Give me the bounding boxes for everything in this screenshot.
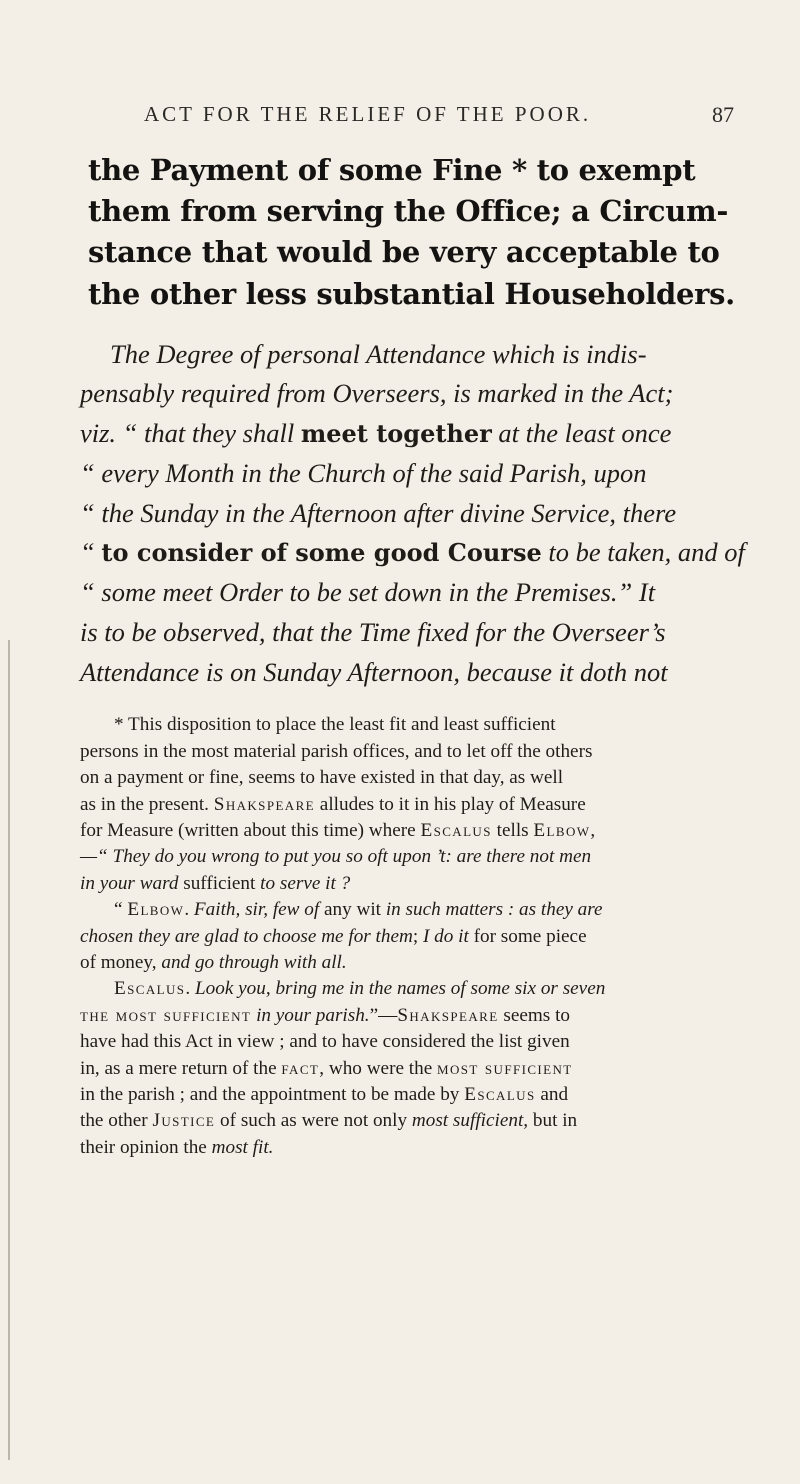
fn-name: Escalus	[464, 1083, 536, 1105]
fn-name: Escalus	[114, 978, 186, 1000]
page-number: 87	[712, 102, 734, 127]
fn-text: ;	[412, 925, 423, 947]
fn-quote: in such matters : as they are	[385, 899, 603, 921]
fn-text: of money,	[80, 951, 162, 973]
blackletter-line: stance that would be very acceptable to	[88, 235, 720, 270]
text-span: is to be observed, that the Time fixed for the Overseer’s	[80, 616, 666, 647]
fn-text: any wit	[319, 899, 386, 921]
blackletter-line: the Payment of some Fine * to exempt	[88, 153, 696, 187]
fn-text: have had this Act in view ; and to have considered the list given	[80, 1031, 570, 1053]
blackletter-paragraph	[80, 150, 752, 315]
page-edge-rule	[8, 640, 10, 1460]
fn-quote: —“ They do you wrong to put you so oft upon ’t: are there not men	[80, 846, 592, 868]
blackletter-line: them from serving the Office; a Circum-	[88, 194, 729, 229]
fn-text: , who were the	[319, 1057, 438, 1079]
fn-text: alludes to it in his play of Measure	[315, 793, 586, 815]
fn-smallcaps: most sufficient	[437, 1057, 573, 1079]
fn-text: ,	[590, 820, 596, 841]
fn-text: persons in the most material parish offices, and to let off the others	[80, 740, 593, 762]
fn-text: .	[185, 978, 195, 1000]
blackletter-phrase: to consider of some good Course	[101, 538, 542, 568]
fn-text: seems to	[498, 1004, 570, 1026]
running-head: ACT FOR THE RELIEF OF THE POOR.	[144, 102, 592, 126]
fn-text: the other	[80, 1110, 153, 1132]
fn-text: of such as were not only	[215, 1110, 412, 1132]
text-span: some meet Order to be set down in the Premises.” It	[101, 577, 656, 608]
fn-quote: most fit.	[211, 1136, 274, 1158]
blackletter-phrase: meet together	[300, 419, 492, 449]
fn-name: Escalus	[420, 820, 492, 841]
text-span: the Sunday in the Afternoon after divine Service, there	[101, 497, 677, 528]
fn-quote: most sufficient,	[411, 1110, 529, 1132]
fn-name: Elbow	[533, 820, 591, 841]
fn-text: ”—	[369, 1004, 398, 1026]
quote-mark: “	[80, 497, 95, 528]
text-span: at the least once	[491, 418, 672, 449]
fn-quote: Look you, bring me in the names of some six or seven	[194, 978, 606, 1000]
footnote	[80, 712, 752, 1161]
fn-smallcaps: fact	[281, 1057, 320, 1079]
blackletter-line: the other less substantial Householders.	[88, 276, 735, 311]
fn-quote: and go through with all.	[161, 951, 347, 973]
quote-mark: “	[80, 457, 95, 488]
quote-mark: “	[80, 537, 95, 568]
fn-quote: I do it	[423, 925, 469, 947]
fn-text: as in the present.	[80, 793, 214, 815]
fn-text: on a payment or fine, seems to have existed in that day, as well	[80, 767, 564, 789]
fn-text: “	[114, 899, 128, 921]
text-span: viz. “ that they shall	[80, 418, 301, 449]
fn-quote: in your parish.	[251, 1004, 370, 1026]
text-span: to be taken, and of	[541, 537, 745, 568]
fn-text: and	[535, 1083, 569, 1105]
fn-name: Justice	[152, 1110, 216, 1132]
fn-quote: Faith, sir, few of	[193, 899, 320, 921]
fn-text: in, as a mere return of the	[80, 1057, 282, 1079]
fn-text: tells	[491, 820, 534, 841]
page-header	[80, 102, 752, 136]
main-paragraph	[80, 335, 752, 693]
text-span: The Degree of personal Attendance which is indis-	[110, 338, 647, 369]
text-span: every Month in the Church of the said Parish, upon	[101, 457, 647, 488]
fn-text: for some piece	[468, 925, 587, 947]
fn-quote: chosen they are glad to choose me for them	[80, 925, 413, 947]
fn-text: for Measure (written about this time) where	[80, 820, 421, 841]
fn-name: Shakspeare	[213, 793, 315, 815]
fn-text: sufficient	[178, 872, 261, 894]
fn-quote: to serve it ?	[260, 872, 351, 894]
quote-mark: “	[80, 577, 95, 608]
fn-name: Elbow	[127, 899, 185, 921]
fn-text: their opinion the	[80, 1136, 212, 1158]
fn-text: * This disposition to place the least fit and least sufficient	[114, 714, 556, 736]
fn-text: but in	[528, 1110, 578, 1132]
text-span: pensably required from Overseers, is marked in the Act;	[80, 378, 674, 409]
fn-smallcaps: the most sufficient	[80, 1004, 252, 1026]
fn-text: in the parish ; and the appointment to be made by	[80, 1083, 465, 1105]
text-span: Attendance is on Sunday Afternoon, because it doth not	[80, 656, 668, 687]
fn-text: .	[184, 899, 194, 921]
fn-quote: in your ward	[80, 872, 179, 894]
fn-name: Shakspeare	[397, 1004, 499, 1026]
